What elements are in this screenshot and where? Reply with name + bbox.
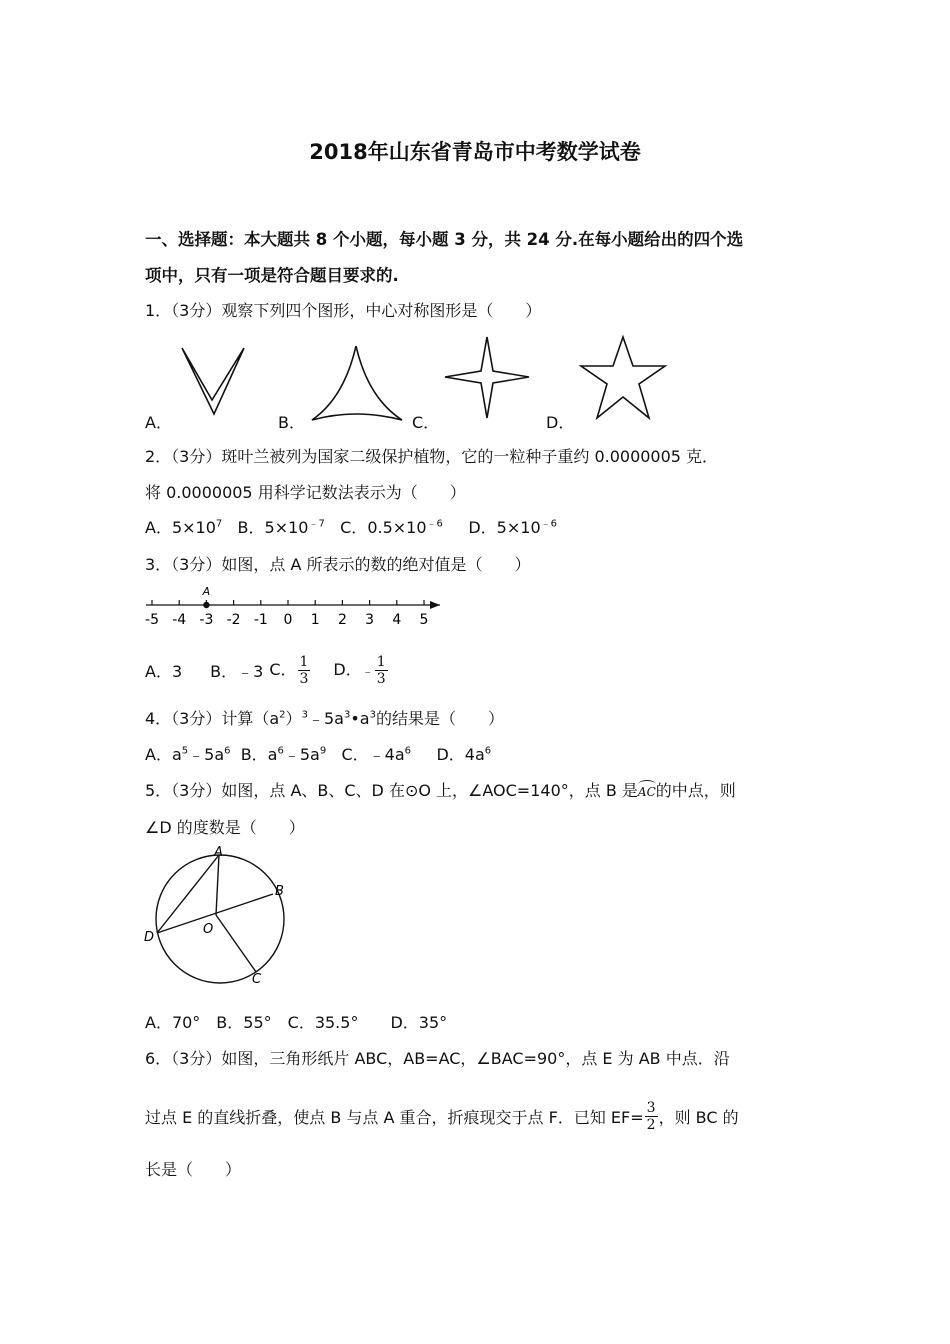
number-line-tick-label: 4 [392,612,402,628]
fraction-3-2: $\frac{3}{2}$ [646,1099,656,1133]
q5-line-1: 5．（3分）如图，点 A、B、C、D 在⊙O 上，∠AOC=140°，点 B 是AC的中点，则 [145,781,736,800]
q6-line-1: 6．（3分）如图，三角形纸片 ABC，AB=AC，∠BAC=90°，点 E 为 AB 中点．沿 [145,1049,730,1068]
q2-option-d: D．$5\times 10^{﹣6}$ [468,518,557,538]
q1-stem: 1．（3分）观察下列四个图形，中心对称图形是（ ） [145,301,542,320]
circle-o [156,855,284,983]
point-a-label: A [202,585,211,598]
number-line-tick-label: -4 [172,612,187,628]
number-line-tick-label: 1 [310,612,320,628]
segment-db [157,894,273,933]
q3-option-b: B．﹣3 [210,661,264,681]
number-line-tick-label: -2 [226,612,241,628]
q4-option-b: B．$a^6﹣5a^9$ [240,745,327,764]
q5-line-2: ∠D 的度数是（ ） [145,818,305,837]
circle-diagram [140,844,300,990]
five-point-star-icon [578,334,670,422]
q2-line-2: 将 0.0000005 用科学记数法表示为（ ） [145,483,466,502]
segment-oa [216,855,219,915]
q2-line-1: 2．（3分）斑叶兰被列为国家二级保护植物，它的一粒种子重约 0.0000005 克． [145,447,719,466]
point-a-marker [203,602,209,608]
q4-options [145,742,491,765]
q3-option-c: C． $\frac{1}{3}$ [269,653,309,687]
q6-line-3: 长是（ ） [145,1160,242,1179]
label-d: D [144,930,155,945]
label-c: C [252,972,262,987]
number-line-tick-label: -1 [253,612,268,628]
q2-option-a: A．$5\times 10^7$ [145,518,223,538]
q5-options: A．70° B．55° C．35.5° D．35° [145,1013,448,1032]
q2-option-c: C．$0.5\times 10^{﹣6}$ [340,518,443,538]
q1-option-c: C． [412,413,440,432]
q3-option-d: D．﹣ $\frac{1}{3}$ [333,653,386,687]
number-line-tick-label: 2 [337,612,347,628]
q1-option-b: B． [278,413,305,432]
arc-ac-notation: AC [637,785,656,799]
q3-option-a: A．3 [145,661,183,681]
q3-options [145,655,389,685]
four-point-star-icon [440,334,534,422]
label-b: B [275,884,284,899]
number-line-arrow [430,601,440,609]
page-title: 2018年山东省青岛市中考数学试卷 [309,140,641,164]
number-line-tick-label: 3 [365,612,375,628]
q3-stem: 3．（3分）如图，点 A 所表示的数的绝对值是（ ） [145,555,531,574]
number-line-tick-label: 5 [419,612,429,628]
q2-option-b: B．$5\times 10^{﹣7}$ [237,518,325,538]
q6-line-2: 过点 E 的直线折叠，使点 B 与点 A 重合，折痕现交于点 F．已知 EF= $\frac{3}{2}$ ，则 BC 的 [145,1099,739,1133]
section-header-line-1: 一、选择题：本大题共 8 个小题，每小题 3 分，共 24 分.在每小题给出的四个选 [145,230,744,249]
v-shape-icon [178,342,250,424]
q1-option-d: D． [546,413,575,432]
q4-stem: 4．（3分）计算$(a^2)^3﹣5a^3•a^3$的结果是（ ） [145,709,504,728]
q4-option-a: A．$a^5﹣5a^6$ [145,745,231,764]
segment-oc [216,915,256,972]
q4-option-d: D．$4a^6$ [436,745,492,764]
number-line-tick-label: 0 [283,612,293,628]
q2-options [145,515,557,538]
section-header-line-2: 项中，只有一项是符合题目要求的. [145,266,399,285]
label-o: O [203,922,214,937]
curved-triangle-icon [310,342,406,424]
q4-option-c: C．$﹣4a^6$ [341,745,412,764]
label-a: A [214,845,223,860]
number-line-tick-label: -3 [199,612,214,628]
number-line [140,582,450,630]
number-line-tick-label: -5 [145,612,159,628]
q1-option-a: A． [145,413,172,432]
